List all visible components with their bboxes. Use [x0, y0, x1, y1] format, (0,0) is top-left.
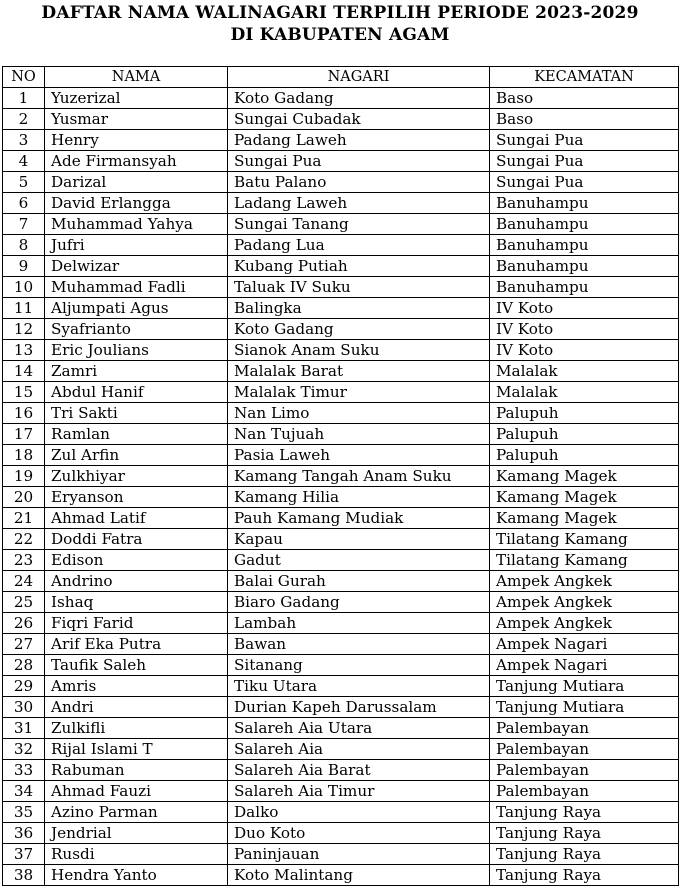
table-row [3, 613, 679, 634]
cell-nama: Henry [45, 130, 228, 151]
cell-nama: Muhammad Yahya [45, 214, 228, 235]
cell-kecamatan: Banuhampu [490, 256, 679, 277]
cell-kecamatan: Banuhampu [490, 277, 679, 298]
table-header-row [3, 67, 679, 88]
cell-no: 30 [3, 697, 45, 718]
cell-kecamatan: Banuhampu [490, 214, 679, 235]
cell-no: 37 [3, 844, 45, 865]
cell-nama: Ahmad Latif [45, 508, 228, 529]
cell-nagari: Malalak Timur [228, 382, 490, 403]
cell-nagari: Taluak IV Suku [228, 277, 490, 298]
cell-nagari: Ladang Laweh [228, 193, 490, 214]
cell-kecamatan: Palupuh [490, 403, 679, 424]
table-row [3, 529, 679, 550]
cell-nama: Hendra Yanto [45, 865, 228, 886]
cell-kecamatan: Ampek Angkek [490, 613, 679, 634]
cell-no: 35 [3, 802, 45, 823]
cell-no: 3 [3, 130, 45, 151]
cell-no: 23 [3, 550, 45, 571]
cell-nama: Rabuman [45, 760, 228, 781]
table-row [3, 109, 679, 130]
cell-kecamatan: Kamang Magek [490, 466, 679, 487]
title-line-2: DI KABUPATEN AGAM [230, 25, 450, 45]
cell-nama: Muhammad Fadli [45, 277, 228, 298]
cell-nagari: Durian Kapeh Darussalam [228, 697, 490, 718]
cell-nagari: Malalak Barat [228, 361, 490, 382]
table-row [3, 865, 679, 886]
cell-kecamatan: Tanjung Raya [490, 865, 679, 886]
table-row [3, 298, 679, 319]
cell-nama: Syafrianto [45, 319, 228, 340]
cell-no: 5 [3, 172, 45, 193]
cell-nama: Eryanson [45, 487, 228, 508]
cell-no: 13 [3, 340, 45, 361]
cell-nagari: Koto Gadang [228, 319, 490, 340]
cell-kecamatan: Tanjung Raya [490, 802, 679, 823]
cell-no: 16 [3, 403, 45, 424]
cell-no: 7 [3, 214, 45, 235]
table-row [3, 340, 679, 361]
cell-kecamatan: Palupuh [490, 424, 679, 445]
table-row [3, 802, 679, 823]
cell-nagari: Sungai Cubadak [228, 109, 490, 130]
cell-nama: Zamri [45, 361, 228, 382]
cell-nama: Ishaq [45, 592, 228, 613]
cell-no: 12 [3, 319, 45, 340]
cell-no: 19 [3, 466, 45, 487]
cell-nagari: Gadut [228, 550, 490, 571]
table-row [3, 424, 679, 445]
header-nagari: NAGARI [228, 67, 490, 88]
cell-nagari: Balingka [228, 298, 490, 319]
cell-nama: Delwizar [45, 256, 228, 277]
table-row [3, 193, 679, 214]
cell-kecamatan: Palembayan [490, 718, 679, 739]
cell-nagari: Nan Tujuah [228, 424, 490, 445]
table-row [3, 88, 679, 109]
cell-no: 25 [3, 592, 45, 613]
cell-kecamatan: Baso [490, 88, 679, 109]
table-row [3, 277, 679, 298]
cell-nama: Ramlan [45, 424, 228, 445]
table-row [3, 550, 679, 571]
table-row [3, 676, 679, 697]
cell-kecamatan: IV Koto [490, 319, 679, 340]
cell-nagari: Biaro Gadang [228, 592, 490, 613]
header-nama: NAMA [45, 67, 228, 88]
cell-kecamatan: Baso [490, 109, 679, 130]
cell-nama: Aljumpati Agus [45, 298, 228, 319]
cell-nama: Jufri [45, 235, 228, 256]
cell-no: 18 [3, 445, 45, 466]
title-line-1: DAFTAR NAMA WALINAGARI TERPILIH PERIODE 2023-2029 [41, 3, 639, 23]
cell-kecamatan: Banuhampu [490, 235, 679, 256]
table-row [3, 172, 679, 193]
cell-nagari: Kubang Putiah [228, 256, 490, 277]
table-body [3, 88, 679, 886]
cell-nagari: Padang Lua [228, 235, 490, 256]
cell-kecamatan: Ampek Angkek [490, 592, 679, 613]
table-row [3, 403, 679, 424]
cell-nagari: Pasia Laweh [228, 445, 490, 466]
table-row [3, 130, 679, 151]
cell-nagari: Tiku Utara [228, 676, 490, 697]
table-row [3, 214, 679, 235]
cell-nama: Taufik Saleh [45, 655, 228, 676]
cell-kecamatan: Kamang Magek [490, 508, 679, 529]
cell-no: 34 [3, 781, 45, 802]
cell-nagari: Pauh Kamang Mudiak [228, 508, 490, 529]
cell-no: 38 [3, 865, 45, 886]
cell-no: 11 [3, 298, 45, 319]
cell-nama: Doddi Fatra [45, 529, 228, 550]
cell-no: 1 [3, 88, 45, 109]
cell-nama: Ahmad Fauzi [45, 781, 228, 802]
table-row [3, 592, 679, 613]
cell-nama: Azino Parman [45, 802, 228, 823]
cell-no: 29 [3, 676, 45, 697]
cell-no: 26 [3, 613, 45, 634]
cell-no: 33 [3, 760, 45, 781]
cell-kecamatan: Banuhampu [490, 193, 679, 214]
table-row [3, 781, 679, 802]
cell-kecamatan: Malalak [490, 361, 679, 382]
cell-nama: Jendrial [45, 823, 228, 844]
cell-no: 24 [3, 571, 45, 592]
cell-no: 8 [3, 235, 45, 256]
cell-nagari: Lambah [228, 613, 490, 634]
cell-nagari: Padang Laweh [228, 130, 490, 151]
walinagari-table [2, 66, 679, 886]
cell-kecamatan: Tilatang Kamang [490, 529, 679, 550]
header-kecamatan: KECAMATAN [490, 67, 679, 88]
table-row [3, 445, 679, 466]
cell-nama: Fiqri Farid [45, 613, 228, 634]
table-row [3, 634, 679, 655]
cell-kecamatan: Ampek Angkek [490, 571, 679, 592]
cell-nagari: Sungai Tanang [228, 214, 490, 235]
cell-nagari: Kamang Tangah Anam Suku [228, 466, 490, 487]
table-row [3, 487, 679, 508]
cell-nagari: Batu Palano [228, 172, 490, 193]
cell-no: 27 [3, 634, 45, 655]
cell-nagari: Sianok Anam Suku [228, 340, 490, 361]
table-row [3, 382, 679, 403]
cell-nagari: Koto Malintang [228, 865, 490, 886]
cell-nagari: Bawan [228, 634, 490, 655]
table-row [3, 256, 679, 277]
cell-nagari: Duo Koto [228, 823, 490, 844]
cell-no: 17 [3, 424, 45, 445]
table-row [3, 466, 679, 487]
header-no: NO [3, 67, 45, 88]
cell-kecamatan: IV Koto [490, 298, 679, 319]
table-row [3, 571, 679, 592]
cell-nama: Zulkifli [45, 718, 228, 739]
cell-nagari: Dalko [228, 802, 490, 823]
cell-kecamatan: Tanjung Raya [490, 823, 679, 844]
table-row [3, 151, 679, 172]
cell-nama: Abdul Hanif [45, 382, 228, 403]
table-row [3, 319, 679, 340]
cell-kecamatan: Palembayan [490, 739, 679, 760]
cell-no: 6 [3, 193, 45, 214]
cell-no: 20 [3, 487, 45, 508]
cell-kecamatan: Ampek Nagari [490, 634, 679, 655]
cell-no: 36 [3, 823, 45, 844]
cell-nagari: Salareh Aia [228, 739, 490, 760]
cell-nama: Zulkhiyar [45, 466, 228, 487]
cell-kecamatan: Kamang Magek [490, 487, 679, 508]
table-row [3, 844, 679, 865]
table-row [3, 739, 679, 760]
cell-no: 9 [3, 256, 45, 277]
document-title [0, 0, 680, 46]
cell-nama: Tri Sakti [45, 403, 228, 424]
cell-nama: Rijal Islami T [45, 739, 228, 760]
cell-nama: Yusmar [45, 109, 228, 130]
cell-no: 22 [3, 529, 45, 550]
table-row [3, 697, 679, 718]
cell-kecamatan: Tanjung Mutiara [490, 676, 679, 697]
cell-no: 32 [3, 739, 45, 760]
cell-nagari: Sungai Pua [228, 151, 490, 172]
cell-no: 15 [3, 382, 45, 403]
cell-kecamatan: IV Koto [490, 340, 679, 361]
cell-nama: David Erlangga [45, 193, 228, 214]
cell-nagari: Nan Limo [228, 403, 490, 424]
cell-no: 14 [3, 361, 45, 382]
cell-kecamatan: Ampek Nagari [490, 655, 679, 676]
cell-nama: Amris [45, 676, 228, 697]
cell-nagari: Sitanang [228, 655, 490, 676]
cell-nagari: Balai Gurah [228, 571, 490, 592]
cell-no: 21 [3, 508, 45, 529]
cell-nama: Andrino [45, 571, 228, 592]
cell-kecamatan: Palembayan [490, 760, 679, 781]
cell-nama: Andri [45, 697, 228, 718]
cell-kecamatan: Sungai Pua [490, 172, 679, 193]
table-row [3, 361, 679, 382]
cell-kecamatan: Malalak [490, 382, 679, 403]
table-row [3, 235, 679, 256]
cell-kecamatan: Sungai Pua [490, 130, 679, 151]
cell-nama: Darizal [45, 172, 228, 193]
cell-no: 10 [3, 277, 45, 298]
cell-nama: Edison [45, 550, 228, 571]
cell-kecamatan: Palembayan [490, 781, 679, 802]
cell-kecamatan: Tanjung Mutiara [490, 697, 679, 718]
table-row [3, 718, 679, 739]
cell-kecamatan: Tanjung Raya [490, 844, 679, 865]
cell-kecamatan: Sungai Pua [490, 151, 679, 172]
cell-nagari: Kapau [228, 529, 490, 550]
cell-kecamatan: Tilatang Kamang [490, 550, 679, 571]
table-row [3, 655, 679, 676]
cell-kecamatan: Palupuh [490, 445, 679, 466]
cell-nama: Yuzerizal [45, 88, 228, 109]
cell-no: 4 [3, 151, 45, 172]
cell-nagari: Salareh Aia Utara [228, 718, 490, 739]
cell-no: 2 [3, 109, 45, 130]
cell-nagari: Koto Gadang [228, 88, 490, 109]
cell-nama: Ade Firmansyah [45, 151, 228, 172]
cell-nagari: Paninjauan [228, 844, 490, 865]
cell-nagari: Salareh Aia Timur [228, 781, 490, 802]
cell-no: 31 [3, 718, 45, 739]
cell-no: 28 [3, 655, 45, 676]
cell-nama: Rusdi [45, 844, 228, 865]
table-row [3, 508, 679, 529]
cell-nama: Zul Arfin [45, 445, 228, 466]
cell-nama: Eric Joulians [45, 340, 228, 361]
cell-nagari: Kamang Hilia [228, 487, 490, 508]
cell-nama: Arif Eka Putra [45, 634, 228, 655]
table-row [3, 760, 679, 781]
table-row [3, 823, 679, 844]
cell-nagari: Salareh Aia Barat [228, 760, 490, 781]
